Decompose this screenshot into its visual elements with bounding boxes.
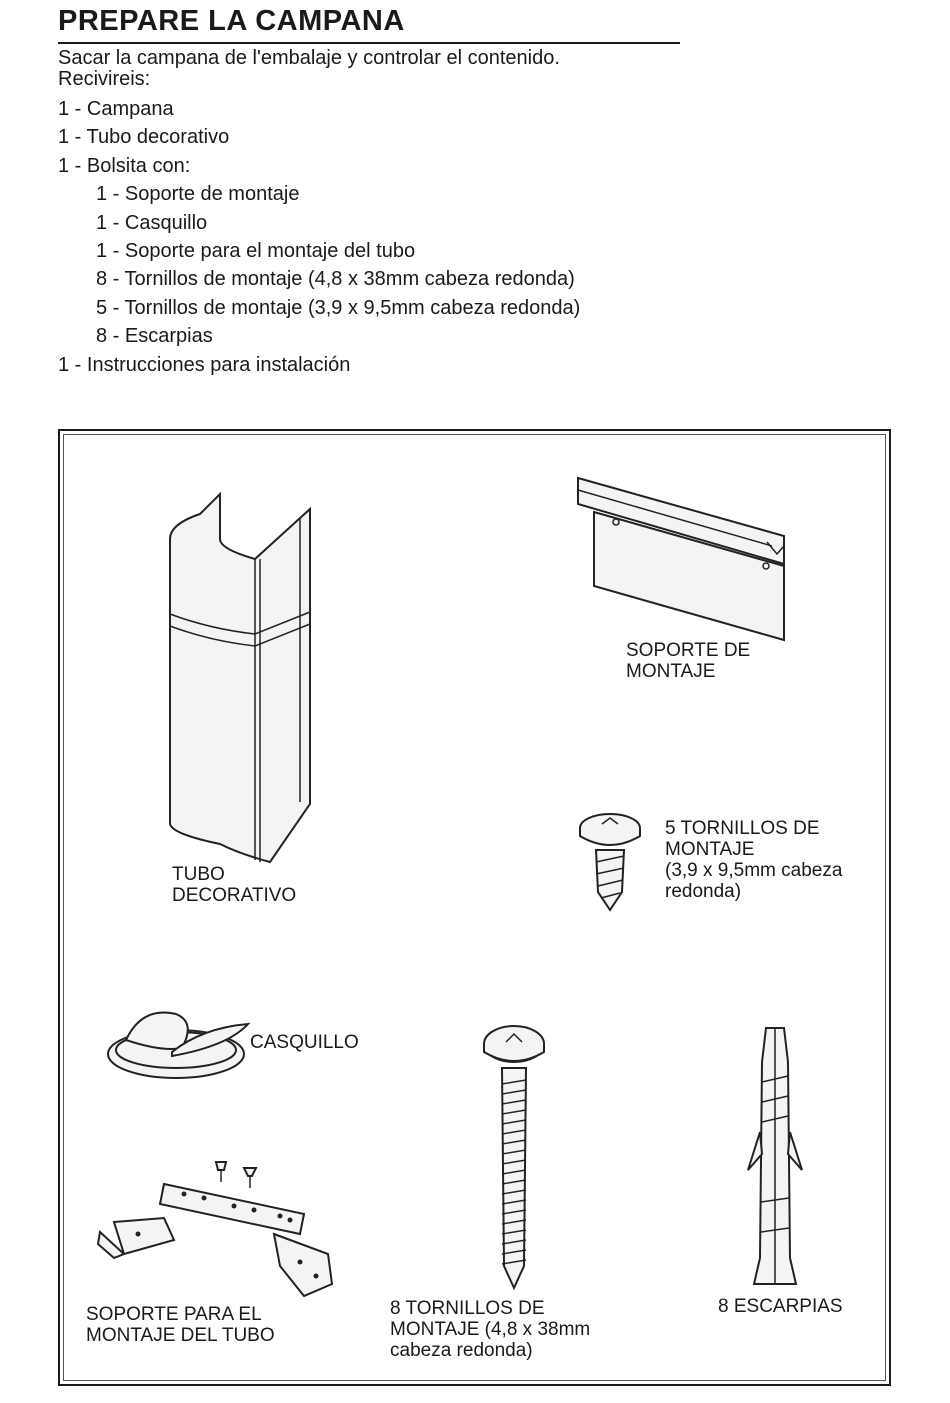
list-item: 8 - Tornillos de montaje (4,8 x 38mm cabeza redonda) (96, 268, 575, 291)
intro-line-2: Recivireis: (58, 68, 151, 90)
list-item: 1 - Soporte de montaje (96, 183, 300, 206)
list-item: 5 - Tornillos de montaje (3,9 x 9,5mm cabeza redonda) (96, 296, 581, 319)
page-title-box (58, 2, 680, 44)
tubo-label: TUBO DECORATIVO (172, 864, 297, 906)
list-item: 8 - Escarpias (96, 325, 213, 348)
tube-bracket-illustration (94, 1158, 344, 1298)
list-item: 1 - Instrucciones para instalación (58, 353, 351, 376)
soporte-tubo-label: SOPORTE PARA EL MONTAJE DEL TUBO (86, 1304, 275, 1346)
list-item: 1 - Casquillo (96, 211, 208, 234)
list-item: 1 - Bolsita con: (58, 154, 191, 177)
decorative-tube-illustration (160, 484, 330, 864)
list-item: 1 - Campana (58, 98, 174, 120)
casquillo-label: CASQUILLO (250, 1032, 359, 1053)
small-screw-icon (576, 810, 646, 916)
intro-line-1: Sacar la campana de l'embalaje y controlar el contenido. (58, 47, 560, 69)
list-item: 1 - Soporte para el montaje del tubo (96, 239, 416, 262)
intro-text (58, 48, 758, 90)
tornillos-5-label: 5 TORNILLOS DE MONTAJE (3,9 x 9,5mm cabeza redonda) (665, 818, 843, 902)
escarpias-label: 8 ESCARPIAS (718, 1296, 843, 1317)
contents-list (58, 95, 818, 379)
casquillo-illustration (102, 1002, 252, 1092)
page-title: PREPARE LA CAMPANA (58, 5, 405, 37)
tornillos-8-label: 8 TORNILLOS DE MONTAJE (4,8 x 38mm cabeza redonda) (390, 1298, 591, 1361)
wall-plug-icon (740, 1022, 810, 1292)
soporte-montaje-label: SOPORTE DE MONTAJE (626, 640, 751, 682)
list-item: 1 - Tubo decorativo (58, 126, 230, 149)
mounting-bracket-illustration (572, 474, 792, 644)
long-screw-icon (480, 1020, 550, 1292)
